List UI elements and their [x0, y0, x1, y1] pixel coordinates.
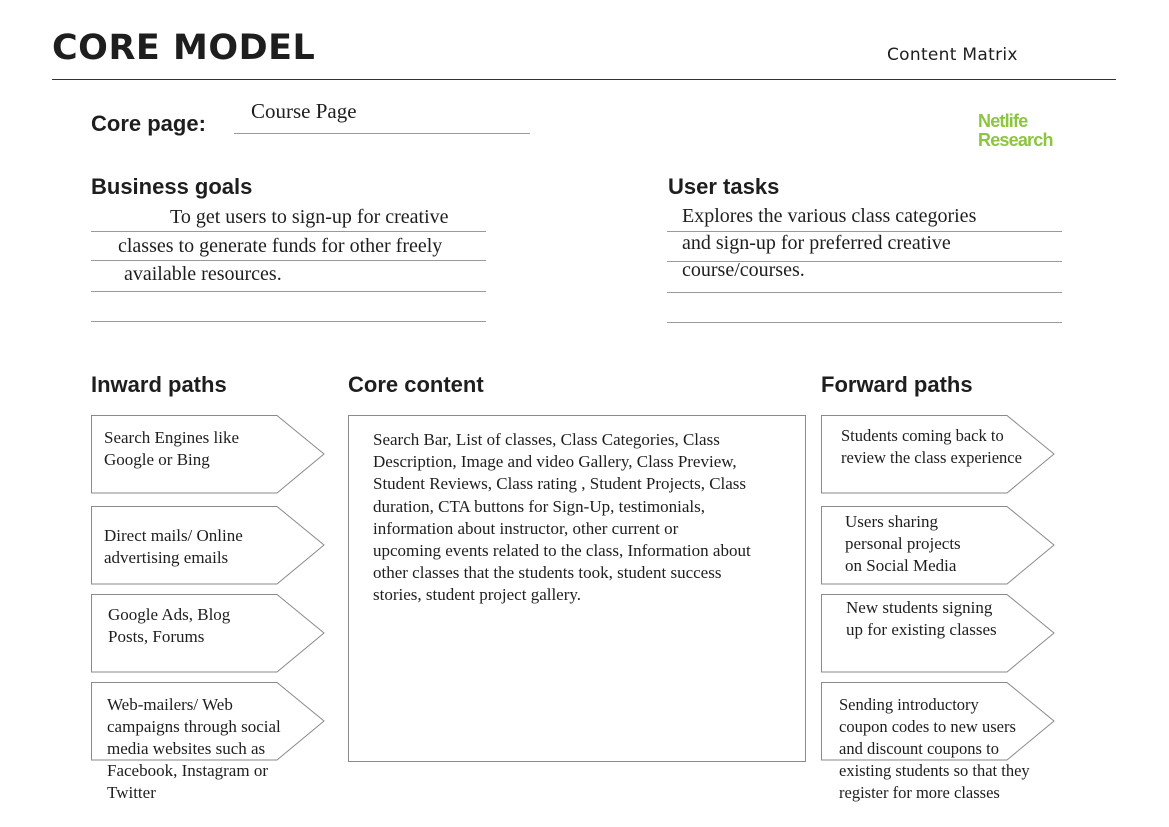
business-goals-line: To get users to sign-up for creative — [170, 206, 449, 228]
business-goals-heading: Business goals — [91, 174, 253, 199]
core-content-line: information about instructor, other current or — [373, 518, 679, 538]
core-content-line: Search Bar, List of classes, Class Categories, Class — [373, 430, 720, 449]
forward-path-item — [821, 415, 1057, 495]
inward-path-item — [91, 682, 327, 802]
core-page-label: Core page: — [91, 111, 206, 136]
page-subtitle: Content Matrix — [887, 45, 1018, 65]
inward-paths-heading: Inward paths — [91, 372, 227, 397]
core-content-text — [373, 429, 788, 607]
forward-path-text: Users sharing personal projects on Social Media — [845, 512, 961, 575]
core-page-value: Course Page — [251, 99, 357, 123]
brand-logo — [978, 112, 1053, 150]
core-content-line: Description, Image and video Gallery, Class Preview, — [373, 452, 737, 472]
core-content-line: other classes that the students took, student success — [373, 563, 722, 583]
forward-path-text: Sending introductory coupon codes to new users and discount coupons to existing students so that they register for more classes — [839, 695, 1030, 802]
user-tasks-line: Explores the various class categories — [682, 205, 977, 227]
forward-path-text: Students coming back to review the class experience — [841, 426, 1022, 467]
forward-path-item — [821, 594, 1057, 674]
rule-line — [667, 231, 1062, 232]
core-content-line: stories, student project gallery. — [373, 585, 582, 605]
inward-path-text: Search Engines like Google or Bing — [104, 428, 240, 469]
rule-line — [667, 292, 1062, 293]
inward-path-item — [91, 506, 327, 586]
forward-path-item — [821, 506, 1057, 586]
forward-path-text: New students signing up for existing classes — [846, 598, 997, 639]
inward-path-text: Direct mails/ Online advertising emails — [104, 526, 243, 567]
brand-line-2: Research — [978, 130, 1053, 150]
user-tasks-line: course/courses. — [682, 259, 805, 281]
business-goals-line: classes to generate funds for other freely — [118, 235, 443, 257]
core-content-line: upcoming events related to the class, Information about — [373, 541, 751, 561]
core-page-underline — [234, 133, 530, 134]
user-tasks-line: and sign-up for preferred creative — [682, 232, 951, 254]
core-content-line: Student Reviews, Class rating , Student Projects, Class — [373, 474, 747, 494]
rule-line — [667, 322, 1062, 323]
inward-path-item — [91, 415, 327, 495]
rule-line — [91, 260, 486, 261]
inward-path-item — [91, 594, 327, 674]
rule-line — [667, 261, 1062, 262]
rule-line — [91, 291, 486, 292]
forward-path-item — [821, 682, 1057, 802]
core-content-heading: Core content — [348, 372, 484, 397]
inward-path-text: Google Ads, Blog Posts, Forums — [108, 605, 231, 646]
business-goals-line: available resources. — [124, 263, 282, 285]
rule-line — [91, 231, 486, 232]
inward-path-text: Web-mailers/ Web campaigns through social media websites such as Facebook, Instagram or Twitter — [107, 695, 281, 802]
core-content-line: duration, CTA buttons for Sign-Up, testimonials, — [373, 496, 706, 516]
rule-line — [91, 321, 486, 322]
forward-paths-heading: Forward paths — [821, 372, 973, 397]
user-tasks-heading: User tasks — [668, 174, 780, 199]
page-title: CORE MODEL — [52, 28, 316, 68]
brand-line-1: Netlife — [978, 111, 1028, 131]
header-divider — [52, 79, 1116, 80]
